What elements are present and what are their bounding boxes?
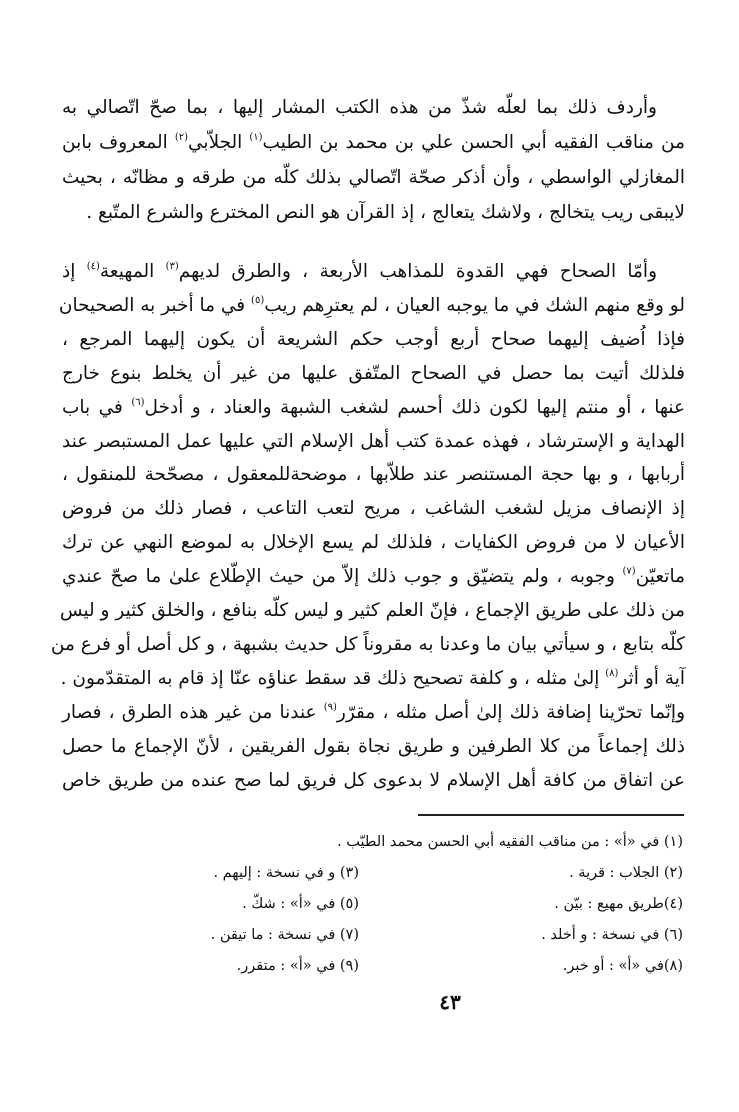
- text-line: المغازلي الواسطي ، وأن أذكر صحّة اتّصالي بذلك كلّه من طرقه و مظانّه ، بحيث: [62, 167, 685, 188]
- footnote-3: (٣) و في نسخة : إليهم .: [213, 865, 359, 881]
- text-line: من ذلك على طريق الإجماع ، فإنّ العلم كثير و ليس كلّه بنافع ، والخلق كثير و ليس: [59, 600, 685, 621]
- footnote-marker: (٢): [174, 132, 188, 143]
- footnote-4: (٤)طريق مهيع : بيّن .: [554, 896, 683, 912]
- text-line: لو وقع منهم الشك في ما يوجبه العيان ، لم يعترِهم ريب$^{(٥)}$ في ما أخبر به الصحيحان: [58, 294, 685, 316]
- text-line: كلّه بتابع ، و سيأتي بيان ما وعدنا به مقروناً كل حديث بشبهة ، و كل أصل أو فرع من: [50, 633, 685, 655]
- text-line: إذ الإنصاف مزيل لشغب الشاغب ، مريح لتعب التاعب ، فصار ذلك من فروض: [62, 498, 685, 520]
- text-line: الأعيان لا من فروض الكفايات ، فلذلك لم يسع الإخلال به لموضع النهي عن ترك: [62, 532, 685, 554]
- footnote-marker: (٩): [323, 701, 337, 713]
- footnote-9: (٩) في «أ» : متقرر.: [236, 958, 359, 974]
- text-line: وأمّا الصحاح فهي القدوة للمذاهب الأربعة ، والطرق لديهم$^{(٣)}$ المهيعة$^{(٤)}$ إذ: [62, 261, 658, 282]
- footnote-marker: (٨): [605, 667, 619, 679]
- footnote-marker: (٥): [251, 294, 265, 306]
- text-line: آية أو أثر$^{(٨)}$ إلىٰ مثله ، و كلفة تصحيح ذلك قد سقط عناؤه عنّا إذ قام به المتقدّمون .: [60, 667, 685, 689]
- text-line: الهداية و الإسترشاد ، فهذه عمدة كتب أهل الإسلام التي عليها عمل المستبصر عند: [62, 430, 685, 452]
- footnote-7: (٧) في نسخة : ما تيقن .: [210, 927, 359, 943]
- text-line: ماتعيّن$^{(٧)}$ وجوبه ، ولم يتضيّق و جوب ذلك إلاّ من حيث الإطّلاع علىٰ ما صحّ عندي: [62, 566, 685, 588]
- footnote-8: (٨)في «أ» : أو خبر.: [562, 958, 683, 974]
- text-line: عنها ، أو منتم إليها لكون ذلك أحسم لشغب الشبهة والعناد ، و أدخل$^{(٦)}$ في باب: [62, 396, 686, 418]
- text-line: ذلك إجماعاً من كلا الطرفين و طريق نجاة بقول الفريقين ، لأنّ الإجماع ما حصل: [62, 735, 685, 757]
- footnote-marker: (٣): [165, 261, 179, 272]
- page-number: ٤٣: [439, 990, 461, 1014]
- text-line: وأردف ذلك بما لعلّه شذّ من هذه الكتب المشار إليها ، بما صحّ اتّصالي به: [62, 97, 657, 118]
- footnote-divider: [418, 814, 684, 816]
- text-line: أربابها ، و بها حجة المستنصر عند طلاّبها ، موضحةللمعقول ، مصحّحة للمنقول ،: [62, 464, 685, 486]
- text-line: وإنّما تحرّينا إضافة ذلك إلىٰ أصل مثله ، مقرّر$^{(٩)}$ عندنا من غير هذه الطرق ، فصار: [62, 701, 685, 723]
- text-line: عن اتفاق من كافة أهل الإسلام لا بدعوى كل فريق لما صح عنده من طريق خاص: [62, 769, 685, 791]
- footnote-5: (٥) في «أ» : شكّ .: [242, 896, 359, 912]
- footnote-marker: (٤): [86, 261, 100, 272]
- footnote-1: (١) في «أ» : من مناقب الفقيه أبي الحسن محمد الطيّب .: [337, 834, 683, 850]
- footnote-2: (٢) الجلاب : قرية .: [569, 865, 683, 881]
- footnote-marker: (١): [249, 132, 263, 143]
- text-line: لايبقى ريب يتخالج ، ولاشك يتعالج ، إذ القرآن هو النص المخترع والشرع المتّبع .: [86, 202, 685, 223]
- text-line: فلذلك أتيت بما حصل في الصحاح المتّفق عليها من غير أن يخلط بنوع خارج: [62, 362, 685, 384]
- footnote-marker: (٦): [131, 396, 145, 408]
- text-line: من مناقب الفقيه أبي الحسن علي بن محمد بن الطيب$^{(١)}$ الجلاّبي$^{(٢)}$ المعروف بابن: [62, 132, 685, 153]
- text-line: فإذا اُضيف إليهما صحاح أربع أوجب حكم الشريعة أن يكون إليهما المرجع ،: [62, 328, 685, 350]
- footnote-marker: (٧): [622, 566, 636, 578]
- footnote-6: (٦) في نسخة : و أخلد .: [541, 927, 683, 943]
